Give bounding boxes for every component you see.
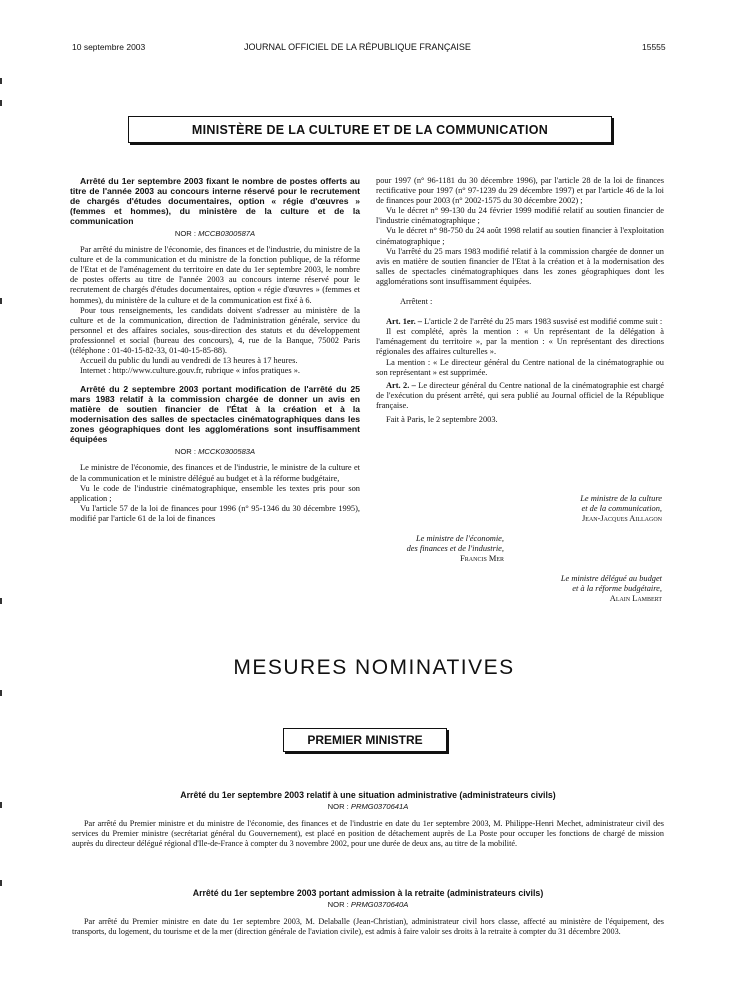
margin-mark — [0, 78, 2, 84]
visa-paragraph: Vu le décret n° 98-750 du 24 août 1998 relatif au soutien financier à l'exploitation cinématographique ; — [376, 226, 664, 246]
header-page-number: 15555 — [642, 42, 666, 52]
arrete-2-nor: NOR : MCCK0300583A — [174, 447, 256, 457]
section-title: MESURES NOMINATIVES — [233, 656, 515, 679]
article-1-paragraph: Il est complété, après la mention : « Un représentant de la délégation à l'aménagement du territoire », par la mention : « Un représentant des directions régionales des affaires culturelles ». — [376, 327, 664, 357]
bottom-arrete-2-text: Par arrêté du Premier ministre en date du 1er septembre 2003, M. Delaballe (Jean-Christian), administrateur civil hors classe, affecté au ministère de l'équipement, des transports, du logement, du tourisme et de la mer (direction générale de l'aviation civile), est admis à faire valoir ses droits à la retraite à compter du 31 décembre 2003. — [72, 917, 664, 936]
margin-mark — [0, 802, 2, 808]
arrete-1-paragraph: Accueil du public du lundi au vendredi de 13 heures à 17 heures. — [80, 356, 298, 366]
left-column — [70, 176, 360, 524]
arrete-1-title: Arrêté du 1er septembre 2003 fixant le nombre de postes offerts au titre de l'année 2003 au concours interne réservé pour le recrutement de chargés d'études documentaires, option « régie d'œuvres » (femmes et hommes), du ministère de la culture et de la communication — [70, 176, 360, 226]
margin-mark — [0, 598, 2, 604]
bottom-arrete-1-text: Par arrêté du Premier ministre et du ministre de l'économie, des finances et de l'industrie en date du 1er septembre 2003, M. Philippe-Henri Mechet, administrateur civil des services du Premier ministre (secrétariat général du Gouvernement), est placé en position de détachement auprès de La Poste pour occuper les fonctions de chargé de mission auprès du directeur délégué régional d'Ile-de-France à compter du 3 novembre 2002, pour une durée de deux ans, au titre de la mobilité. — [72, 819, 664, 848]
arrete-2-paragraph: Vu l'article 57 de la loi de finances pour 1996 (n° 95-1346 du 30 décembre 1995), modifié par l'article 61 de la loi de finances — [70, 503, 360, 523]
margin-mark — [0, 100, 2, 106]
arrete-2-paragraph: Vu le code de l'industrie cinématographique, ensemble les textes pris pour son application ; — [70, 483, 360, 503]
bottom-arrete-2-title: Arrêté du 1er septembre 2003 portant admission à la retraite (administrateurs civils) — [192, 888, 544, 898]
arretent-label: Arrêtent : — [400, 297, 433, 307]
right-column — [376, 176, 664, 425]
article-1: Art. 1er. – L'article 2 de l'arrêté du 25 mars 1983 susvisé est modifié comme suit : — [386, 317, 663, 327]
signature-budget: Le ministre délégué au budget et à la réforme budgétaire, Alain Lambert — [560, 574, 662, 603]
bottom-arrete-2 — [72, 888, 664, 937]
fait-a-paris: Fait à Paris, le 2 septembre 2003. — [386, 414, 498, 424]
arrete-1-paragraph: Par arrêté du ministre de l'économie, des finances et de l'industrie, du ministre de la culture et de la communication et du ministre de la fonction publique, de la réforme de l'Etat et de l'aménagement du territoire en date du 1er septembre 2003, le nombre de postes offerts au titre de l'année 2003 au concours interne réservé pour le recrutement de chargés d'études documentaires, option « régie d'œuvres » (femmes et hommes), du ministère de la culture et de la communication est fixé à 6. — [70, 245, 360, 305]
bottom-arrete-1-title: Arrêté du 1er septembre 2003 relatif à une situation administrative (administrateurs civils) — [180, 790, 556, 800]
article-2: Art. 2. – Le directeur général du Centre national de la cinématographie est chargé de l'exécution du présent arrêté, qui sera publié au Journal officiel de la République française. — [376, 380, 665, 410]
margin-mark — [0, 298, 2, 304]
bottom-arrete-1 — [72, 790, 664, 849]
header-date: 10 septembre 2003 — [72, 42, 146, 52]
bottom-arrete-2-nor: NOR : PRMG0370640A — [327, 900, 409, 909]
arrete-1-nor: NOR : MCCB0300587A — [174, 229, 256, 238]
signature-economie: Le ministre de l'économie, des finances et de l'industrie, Francis Mer — [406, 534, 504, 563]
margin-mark — [0, 880, 2, 886]
visa-paragraph: Vu le décret n° 99-130 du 24 février 1999 modifié relatif au soutien financier de l'industrie cinématographique ; — [376, 206, 664, 226]
ministry-heading-box: MINISTÈRE DE LA CULTURE ET DE LA COMMUNICATION — [128, 116, 612, 143]
header-journal-title: JOURNAL OFFICIEL DE LA RÉPUBLIQUE FRANÇAISE — [244, 42, 471, 52]
margin-mark — [0, 690, 2, 696]
arrete-1-internet: Internet : http://www.culture.gouv.fr, rubrique « infos pratiques ». — [80, 366, 300, 376]
arrete-1-paragraph: Pour tous renseignements, les candidats doivent s'adresser au ministère de la culture et de la communication, direction de l'administration générale, service du personnel et des affaires sociales, sous-direction des statuts et du développement professionnel et social (bureau des concours), 4, rue de la Banque, 75002 Paris (téléphone : 01-40-15-82-33, 01-40-15-85-88). — [70, 305, 360, 356]
article-1-paragraph: La mention : « Le directeur général du Centre national de la cinématographie ou son représentant » est supprimée. — [376, 357, 664, 377]
continued-paragraph: pour 1997 (n° 96-1181 du 30 décembre 1996), par l'article 28 de la loi de finances rectificative pour 1997 (n° 97-1239 du 29 décembre 1997) et par l'article 46 de la loi de finances pour 2003 (n° 2002-1575 du 30 décembre 2002) ; — [376, 176, 664, 206]
premier-ministre-box: PREMIER MINISTRE — [283, 728, 447, 752]
arrete-2-title: Arrêté du 2 septembre 2003 portant modification de l'arrêté du 25 mars 1983 relatif à la commission chargée de donner un avis en matière de soutien financier de l'État à la création et à la modernisation des salles de spectacles cinématographiques dans les zones géographiques dont les agglomérations sont insuffisamment équipées — [70, 384, 360, 445]
visa-paragraph: Vu l'arrêté du 25 mars 1983 modifié relatif à la commission chargée de donner un avis en matière de soutien financier de l'Etat à la création et à la modernisation des salles de spectacles cinématographiques dans les zones géographiques dont les agglomérations sont insuffisamment équipées. — [376, 246, 664, 286]
arrete-2-paragraph: Le ministre de l'économie, des finances et de l'industrie, le ministre de la culture et de la communication et le ministre délégué au budget et à la réforme budgétaire, — [70, 463, 360, 483]
signature-culture: Le ministre de la culture et de la communication, Jean-Jacques Aillagon — [580, 494, 662, 523]
bottom-arrete-1-nor: NOR : PRMG0370641A — [327, 802, 409, 811]
